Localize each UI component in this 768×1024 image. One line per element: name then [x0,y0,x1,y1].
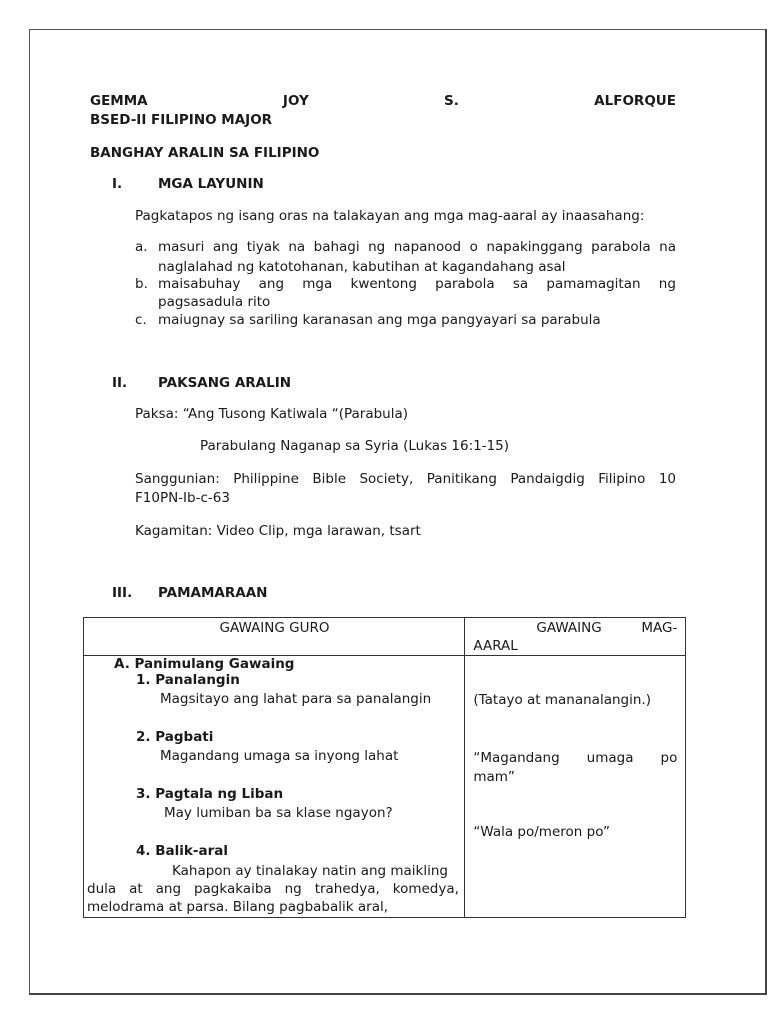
kagamitan-line: Kagamitan: Video Clip, mga larawan, tsart [135,523,421,539]
name-middle: JOY [282,93,309,109]
list-marker: b. [135,276,148,292]
balik-aral-line3: melodrama at parsa. Bilang pagbabalik aral, [87,899,389,915]
step-title: 2. Pagbati [136,729,214,745]
document-title: BANGHAY ARALIN SA FILIPINO [90,145,320,161]
name-initial: S. [444,93,459,109]
objective-c: maiugnay sa sariling karanasan ang mga pangyayari sa parabula [158,312,601,328]
col-guro-header: GAWAING GURO [219,620,330,636]
response-panalangin: (Tatayo at mananalangin.) [473,692,651,708]
paksa-line: Paksa: “Ang Tusong Katiwala “(Parabula) [135,406,409,422]
list-marker: a. [135,239,148,255]
objective-a-line2: naglalahad ng katotohanan, kabutihan at kagandahang asal [158,259,566,275]
col-magaaral-header: GAWAING MAG- [536,620,678,636]
balik-aral-line2: dula at ang pagkakaiba ng trahedya, komedya, [87,881,459,897]
step-title: 3. Pagtala ng Liban [136,786,284,802]
author-name [90,93,676,109]
step-title: 4. Balik-aral [136,843,228,859]
objective-b-line2: pagsasadula rito [158,294,271,310]
name-first: GEMMA [90,93,148,109]
section-title: MGA LAYUNIN [158,176,264,192]
step-text: Magandang umaga sa inyong lahat [160,748,399,764]
objective-b-line1: maisabuhay ang mga kwentong parabola sa pamamagitan ng [158,276,676,292]
name-last: ALFORQUE [594,93,676,109]
response-pagbati: “Magandang umaga po [473,750,678,766]
balik-aral-line1: Kahapon ay tinalakay natin ang maikling [172,863,449,879]
guro-cell [84,656,465,918]
step-text: Magsitayo ang lahat para sa panalangin [160,691,432,707]
table-header-cell [465,618,686,656]
sanggunian-line1: Sanggunian: Philippine Bible Society, Panitikang Pandaigdig Filipino 10 [135,471,676,487]
list-marker: c. [135,312,147,328]
section-title: PAKSANG ARALIN [158,375,292,391]
section-numeral: II. [112,375,128,391]
section-numeral: I. [112,176,123,192]
objectives-intro: Pagkatapos ng isang oras na talakayan ang mga mag-aaral ay inaasahang: [135,208,645,224]
table-header-cell [84,618,465,656]
step-text: May lumiban ba sa klase ngayon? [164,805,393,821]
program-label: BSED-II FILIPINO MAJOR [90,112,273,128]
section-numeral: III. [112,585,133,601]
response-liban: “Wala po/meron po” [473,824,610,840]
parabula-line: Parabulang Naganap sa Syria (Lukas 16:1-15) [200,438,510,454]
magaaral-cell [465,656,686,918]
activity-table [83,617,686,918]
part-heading: A. Panimulang Gawaing [114,656,295,672]
col-magaaral-header-line2: AARAL [473,638,518,654]
response-pagbati-line2: mam” [473,769,515,785]
objective-a-line1: masuri ang tiyak na bahagi ng napanood o napakinggang parabola na [158,239,676,255]
sanggunian-line2: F10PN-Ib-c-63 [135,490,230,506]
section-title: PAMAMARAAN [158,585,268,601]
step-title: 1. Panalangin [136,672,240,688]
